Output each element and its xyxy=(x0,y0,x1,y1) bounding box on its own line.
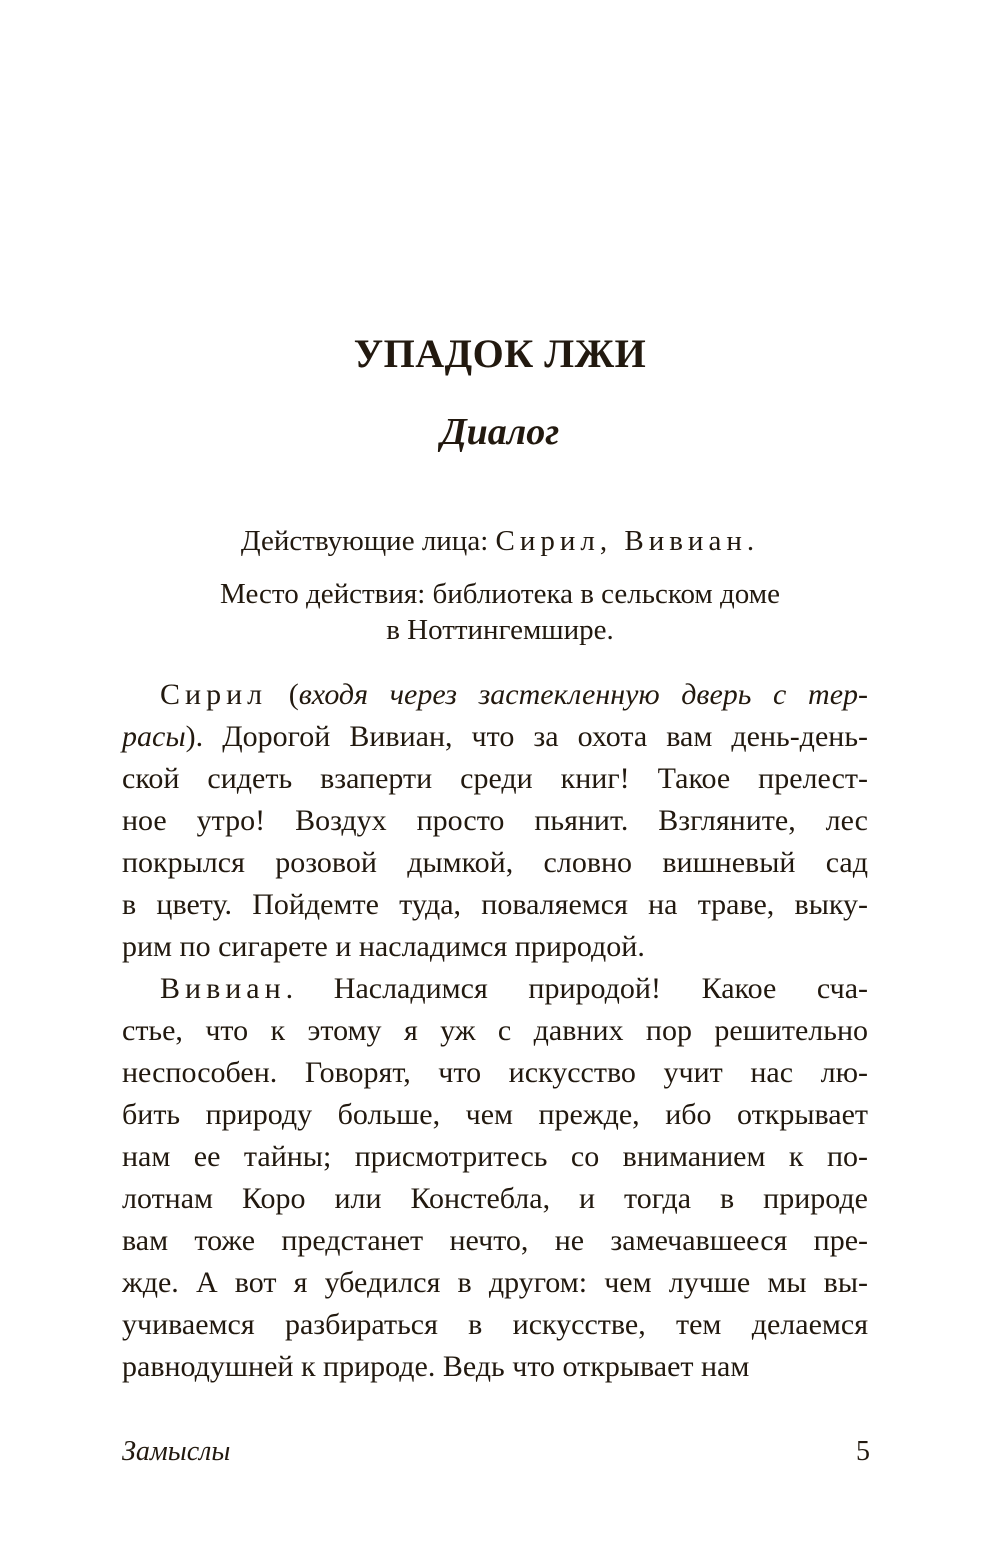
text-segment: . Насладимся природой! Какое сча- xyxy=(285,972,868,1005)
chapter-subtitle: Диалог xyxy=(440,411,560,453)
text-segment: покрылся розовой дымкой, словно вишневый сад xyxy=(122,846,868,879)
text-segment: ). Дорогой Вивиан, что за охота вам день-день- xyxy=(185,720,868,753)
text-line xyxy=(122,884,868,926)
place-line-2: в Ноттингемшире. xyxy=(386,614,614,646)
text-segment: рим по сигарете и насладимся природой. xyxy=(122,930,645,963)
chapter-title: УПАДОК ЛЖИ xyxy=(353,331,647,376)
text-segment: ( xyxy=(267,678,299,711)
text-line xyxy=(122,1346,868,1388)
speaker-name: Сирил xyxy=(160,678,268,711)
text-segment: ской сидеть взаперти среди книг! Такое прелест- xyxy=(122,762,868,795)
text-line xyxy=(122,716,868,758)
text-segment: равнодушней к природе. Ведь что открывает нам xyxy=(122,1350,750,1383)
text-segment: неспособен. Говорят, что искусство учит нас лю- xyxy=(122,1056,868,1089)
text-line xyxy=(122,1094,868,1136)
text-line xyxy=(122,1262,868,1304)
running-footer-title: Замыслы xyxy=(122,1436,231,1467)
stage-direction: входя через застекленную дверь с тер- xyxy=(298,678,868,711)
text-line xyxy=(122,842,868,884)
text-segment: нам ее тайны; присмотритесь со вниманием к по- xyxy=(122,1140,868,1173)
text-segment: в цвету. Пойдемте туда, поваляемся на траве, выку- xyxy=(122,888,868,921)
text-line xyxy=(122,1304,868,1346)
text-line xyxy=(122,674,868,716)
text-segment: лотнам Коро или Констебла, и тогда в природе xyxy=(122,1182,868,1215)
text-line xyxy=(122,1220,868,1262)
text-line xyxy=(122,926,868,968)
text-segment: учиваемся разбираться в искусстве, тем делаемся xyxy=(122,1308,868,1341)
cast-names: Сирил, Вивиан. xyxy=(495,525,760,557)
text-line xyxy=(122,1052,868,1094)
speaker-name: Вивиан xyxy=(160,972,286,1005)
place-line-1: Место действия: библиотека в сельском доме xyxy=(220,578,780,610)
cast-line xyxy=(0,525,1000,558)
text-segment: жде. А вот я убедился в другом: чем лучше мы вы- xyxy=(122,1266,868,1299)
cast-label: Действующие лица: xyxy=(240,525,496,557)
text-segment: вам тоже предстанет нечто, не замечавшееся пре- xyxy=(122,1224,868,1257)
text-segment: бить природу больше, чем прежде, ибо открывает xyxy=(122,1098,868,1131)
text-line xyxy=(122,968,868,1010)
stage-direction: расы xyxy=(122,720,186,753)
text-line xyxy=(122,758,868,800)
text-line xyxy=(122,1010,868,1052)
text-line xyxy=(122,800,868,842)
body-text xyxy=(122,674,868,1388)
page-number: 5 xyxy=(856,1436,870,1467)
text-line xyxy=(122,1178,868,1220)
text-segment: стье, что к этому я уж с давних пор решительно xyxy=(122,1014,868,1047)
text-segment: ное утро! Воздух просто пьянит. Взгляните, лес xyxy=(122,804,868,837)
text-line xyxy=(122,1136,868,1178)
